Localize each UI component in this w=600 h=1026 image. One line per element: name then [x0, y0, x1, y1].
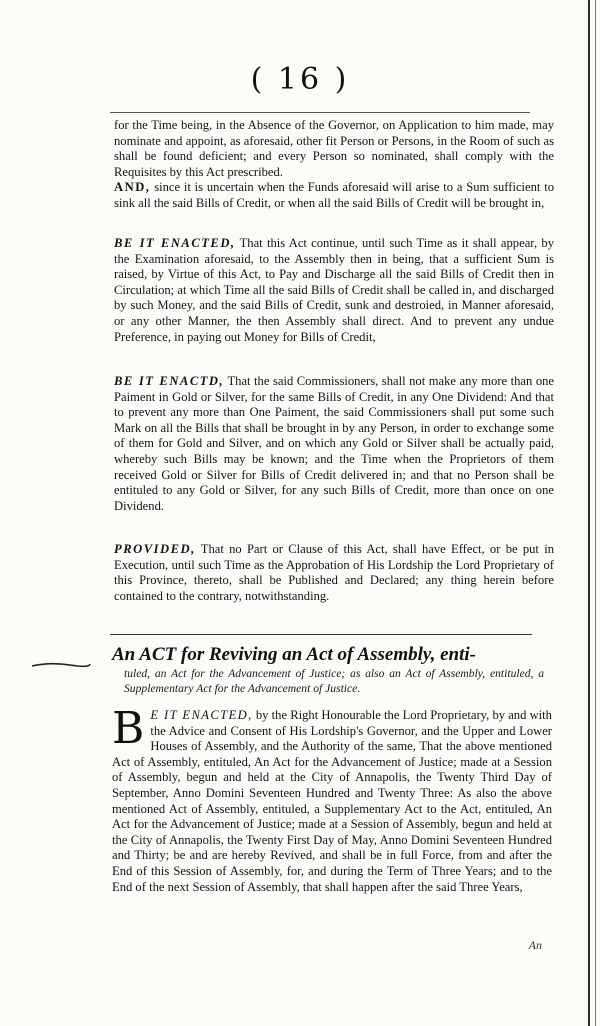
paragraph-text: That this Act continue, until such Time as it shall appear, by the Examination aforesaid, to the Assembly then in being, that a sufficient Sum is raised, by Virtue of this Act, to Pay and Discharge all the said Bills of Credit then in Circulation; at which Time all the said Bills of Credit shall be called in, and discharged by such Money, and the said Bills of Credit, sunk and destroied, in Manner aforesaid, or any other Manner, the then Assembly shall direct. And to prevent any undue Preference, in paying out Money for Bills of Credit, — [114, 236, 554, 344]
paragraph-text: That no Part or Clause of this Act, shall have Effect, or be put in Execution, until such Time as the Approbation of His Lordship the Lord Proprietary of this Province, thereto, shall be Published and Declared; any thing herein before contained to the contrary, notwithstanding. — [114, 542, 554, 603]
paragraph-continuation — [114, 118, 554, 180]
paragraph-be-it-enactd — [114, 374, 554, 514]
enact-text: by the Right Honourable the Lord Proprietary, by and with the Advice and Consent of His Lordship's Governor, and the Upper and Lower Houses of Assembly, and the Authority of the same, That the above mentioned Act of Assembly, entituled, An Act for the Advancement of Justice; made at a Session of Assembly, begun and held at the City of Annapolis, the Twenty Third Day of September, Anno Domini Seventeen Hundred and Twenty Three: As also the above mentioned Act of Assembly, entituled, a Supplementary Act to the Act, entituled, An Act for the Advancement of Justice; made at a Session of Assembly, begun and held at the City of Annapolis, the Twenty First Day of May, Anno Domini Seventeen Hundred and Thirty; be and are hereby Revived, and shall be in full Force, from and after the End of this Session of Assembly, for, and during the Term of Three Years; and to the End of the next Session of Assembly, that shall happen after the said Three Years, — [112, 708, 552, 894]
paragraph-lead: BE IT ENACTED, — [114, 236, 236, 250]
header-rule — [110, 112, 530, 113]
paragraph-text: for the Time being, in the Absence of the Governor, on Application to him made, may nominate and appoint, as aforesaid, other fit Person or Persons, in the Room of such as shall be found deficient; and every Person so nominated, shall comply with the Requisites by this Act prescribed. — [114, 118, 554, 179]
act-title: An ACT for Reviving an Act of Assembly, enti- — [112, 644, 476, 665]
paragraph-lead: PROVIDED, — [114, 542, 196, 556]
catchword: An — [528, 938, 542, 952]
margin-pen-mark — [30, 656, 92, 674]
act-subtitle: tuled, an Act for the Advancement of Justice; as also an Act of Assembly, entituled, a Supplementary Act for the Advancement of Justice. — [124, 667, 544, 695]
section-divider-rule — [110, 634, 532, 635]
enact-lead: E IT ENACTED, — [150, 708, 253, 722]
page-edge-line — [588, 0, 590, 1026]
paragraph-and — [114, 180, 554, 211]
paragraph-be-it-enacted — [114, 236, 554, 345]
paragraph-text: That the said Commissioners, shall not make any more than one Paiment in Gold or Silver, for the same Bills of Credit, in any One Dividend: And that to prevent any more than One Paiment, the said Commissioners shall put some such Mark on all the Bills that shall be brought in by any Person, in order to exchange some of them for Gold and Silver, and on which any Gold or Silver shall be actually paid, whereby such Bills may be known; and the Time when the Proprietors of them received Gold or Silver for Bills of Credit delivered in; and that no Person shall be entituled to any Gold or Silver, for any such Bills of Credit, more than once on one Dividend. — [114, 374, 555, 513]
paragraph-provided — [114, 542, 554, 604]
paragraph-text: since it is uncertain when the Funds aforesaid will arise to a Sum sufficient to sink all the said Bills of Credit, or when all the said Bills of Credit will be brought in, — [114, 180, 554, 210]
paragraph-lead: BE IT ENACTD, — [114, 374, 225, 388]
paragraph-lead: AND, — [114, 180, 151, 194]
drop-cap: B — [112, 703, 145, 754]
page-number: ( 16 ) — [250, 62, 350, 97]
page-edge-line-outer — [595, 0, 596, 1026]
act-enacting-clause — [112, 703, 552, 895]
